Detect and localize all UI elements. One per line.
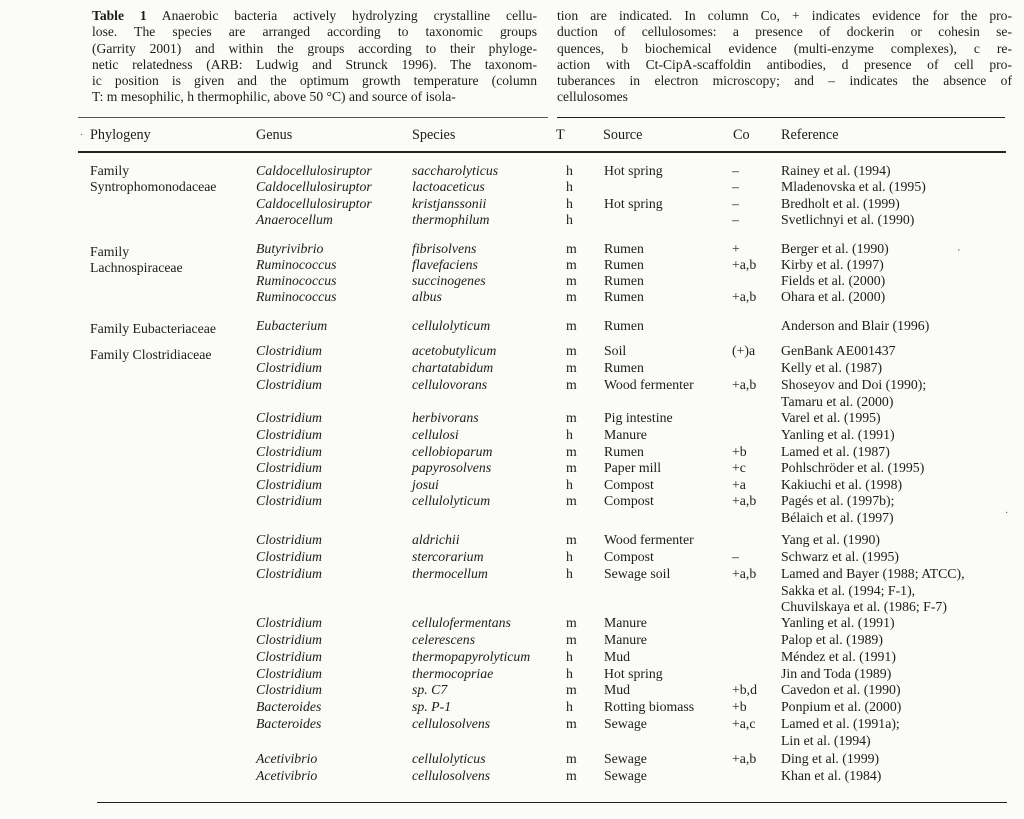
cell-source: Manure <box>604 427 647 442</box>
cell-t: m <box>566 768 577 783</box>
cell-species: thermocopriae <box>412 666 494 681</box>
header-reference: Reference <box>781 127 839 143</box>
cell-reference: Anderson and Blair (1996) <box>781 318 930 333</box>
cell-source: Pig intestine <box>604 410 673 425</box>
cell-co: +a,b <box>732 257 757 272</box>
caption-line: action with Ct-CipA-scaffoldin antibodies, d presence of cell pro- <box>557 56 1012 72</box>
cell-t: h <box>566 196 573 211</box>
table-label: Table 1 <box>92 8 147 23</box>
cell-reference: Lamed et al. (1991a); <box>781 716 900 731</box>
header-source: Source <box>603 127 643 143</box>
cell-species: cellulosolvens <box>412 716 491 731</box>
cell-species: sp. P-1 <box>412 699 452 714</box>
cell-reference: Ponpium et al. (2000) <box>781 699 902 714</box>
cell-genus: Clostridium <box>256 444 322 459</box>
header-co: Co <box>733 127 750 143</box>
cell-t: h <box>566 163 573 178</box>
cell-genus: Butyrivibrio <box>256 241 324 256</box>
cell-source: Hot spring <box>604 666 663 681</box>
cell-reference: Pohlschröder et al. (1995) <box>781 460 925 475</box>
phylogeny-label: Family <box>90 163 130 178</box>
cell-t: h <box>566 179 573 194</box>
header-species: Species <box>412 127 456 143</box>
cell-reference: Mladenovska et al. (1995) <box>781 179 926 194</box>
caption-text: Anaerobic bacteria actively hydrolyzing crystalline cellu- <box>161 8 537 23</box>
cell-reference: Tamaru et al. (2000) <box>781 394 894 409</box>
cell-source: Soil <box>604 343 627 358</box>
table-caption-left <box>92 8 537 106</box>
cell-species: josui <box>412 477 439 492</box>
cell-t: m <box>566 273 577 288</box>
cell-source: Sewage soil <box>604 566 671 581</box>
cell-reference: Shoseyov and Doi (1990); <box>781 377 927 392</box>
caption-line: tion are indicated. In column Co, + indicates evidence for the pro- <box>557 8 1012 23</box>
cell-reference: Rainey et al. (1994) <box>781 163 891 178</box>
cell-genus: Ruminococcus <box>256 273 337 288</box>
cell-co: +a <box>732 477 746 492</box>
cell-genus: Clostridium <box>256 632 322 647</box>
cell-genus: Caldocellulosiruptor <box>256 196 372 211</box>
cell-co: – <box>732 163 739 178</box>
cell-genus: Clostridium <box>256 666 322 681</box>
cell-reference: Yang et al. (1990) <box>781 532 880 547</box>
cell-reference: Yanling et al. (1991) <box>781 427 895 442</box>
cell-reference: Fields et al. (2000) <box>781 273 886 288</box>
cell-species: cellulosolvens <box>412 768 491 783</box>
cell-t: h <box>566 427 573 442</box>
cell-source: Mud <box>604 682 631 697</box>
caption-line: T: m mesophilic, h thermophilic, above 50 °C) and source of isola- <box>92 89 456 105</box>
cell-co: – <box>732 196 739 211</box>
cell-co: – <box>732 212 739 227</box>
cell-species: cellulofermentans <box>412 615 511 630</box>
cell-species: cellulosi <box>412 427 459 442</box>
cell-t: m <box>566 716 577 731</box>
cell-source: Wood fermenter <box>604 377 694 392</box>
cell-genus: Clostridium <box>256 549 322 564</box>
cell-co: +b <box>732 699 747 714</box>
cell-species: papyrosolvens <box>412 460 492 475</box>
table-bottom-rule <box>97 802 1007 803</box>
cell-co: (+)a <box>732 343 756 358</box>
caption-line <box>92 8 537 24</box>
cell-species: thermophilum <box>412 212 490 227</box>
caption-line: duction of cellulosomes: a presence of dockerin or cohesin se- <box>557 24 1012 40</box>
cell-co: +c <box>732 460 746 475</box>
cell-genus: Clostridium <box>256 377 322 392</box>
cell-co: – <box>732 549 739 564</box>
cell-reference: Chuvilskaya et al. (1986; F-7) <box>781 599 947 614</box>
cell-source: Rumen <box>604 273 644 288</box>
cell-genus: Clostridium <box>256 477 322 492</box>
cell-source: Sewage <box>604 768 647 783</box>
cell-co: +a,b <box>732 377 757 392</box>
cell-t: h <box>566 649 573 664</box>
cell-t: m <box>566 444 577 459</box>
cell-species: lactoaceticus <box>412 179 485 194</box>
cell-reference: Kirby et al. (1997) <box>781 257 884 272</box>
phylogeny-label: Lachnospiraceae <box>90 260 183 275</box>
cell-reference: GenBank AE001437 <box>781 343 896 358</box>
cell-reference: Sakka et al. (1994; F-1), <box>781 583 916 598</box>
cell-genus: Clostridium <box>256 427 322 442</box>
cell-reference: Jin and Toda (1989) <box>781 666 892 681</box>
header-genus: Genus <box>256 127 293 143</box>
cell-reference: Lamed et al. (1987) <box>781 444 890 459</box>
cell-species: flavefaciens <box>412 257 478 272</box>
cell-reference: Kakiuchi et al. (1998) <box>781 477 903 492</box>
cell-t: m <box>566 632 577 647</box>
cell-source: Rumen <box>604 360 644 375</box>
cell-species: cellulolyticum <box>412 318 491 333</box>
cell-t: m <box>566 343 577 358</box>
cell-t: m <box>566 751 577 766</box>
cell-reference: Ohara et al. (2000) <box>781 289 886 304</box>
cell-genus: Clostridium <box>256 493 322 508</box>
cell-species: albus <box>412 289 442 304</box>
cell-co: +a,b <box>732 493 757 508</box>
cell-t: m <box>566 493 577 508</box>
table-caption-right <box>557 8 1012 106</box>
cell-reference: Varel et al. (1995) <box>781 410 881 425</box>
cell-species: aldrichii <box>412 532 460 547</box>
scan-speck: · <box>1005 508 1009 519</box>
cell-t: h <box>566 477 573 492</box>
cell-source: Manure <box>604 632 647 647</box>
cell-source: Hot spring <box>604 163 663 178</box>
cell-reference: Kelly et al. (1987) <box>781 360 883 375</box>
cell-genus: Caldocellulosiruptor <box>256 163 372 178</box>
cell-source: Rumen <box>604 257 644 272</box>
cell-t: h <box>566 549 573 564</box>
cell-t: h <box>566 666 573 681</box>
cell-source: Rumen <box>604 318 644 333</box>
cell-source: Compost <box>604 549 654 564</box>
caption-line: lose. The species are arranged according to taxonomic groups <box>92 24 537 40</box>
scan-speck: ' <box>958 248 960 259</box>
phylogeny-label: Family Clostridiaceae <box>90 347 212 362</box>
cell-t: m <box>566 241 577 256</box>
cell-source: Hot spring <box>604 196 663 211</box>
cell-co: +a,b <box>732 566 757 581</box>
cell-genus: Clostridium <box>256 460 322 475</box>
cell-species: acetobutylicum <box>412 343 497 358</box>
cell-t: m <box>566 682 577 697</box>
cell-reference: Bredholt et al. (1999) <box>781 196 900 211</box>
cell-t: m <box>566 532 577 547</box>
cell-genus: Clostridium <box>256 532 322 547</box>
cell-species: chartatabidum <box>412 360 494 375</box>
cell-t: m <box>566 360 577 375</box>
cell-co: +b <box>732 444 747 459</box>
header-rule <box>78 151 1006 153</box>
cell-species: herbivorans <box>412 410 479 425</box>
cell-genus: Clostridium <box>256 343 322 358</box>
cell-genus: Ruminococcus <box>256 289 337 304</box>
cell-species: thermopapyrolyticum <box>412 649 531 664</box>
cell-source: Manure <box>604 615 647 630</box>
cell-genus: Bacteroides <box>256 716 322 731</box>
cell-reference: Yanling et al. (1991) <box>781 615 895 630</box>
cell-t: m <box>566 257 577 272</box>
cell-species: celerescens <box>412 632 476 647</box>
caption-line: cellulosomes <box>557 89 628 105</box>
cell-reference: Cavedon et al. (1990) <box>781 682 901 697</box>
header-t: T <box>556 127 565 143</box>
cell-genus: Eubacterium <box>256 318 328 333</box>
cell-source: Rumen <box>604 241 644 256</box>
cell-reference: Schwarz et al. (1995) <box>781 549 899 564</box>
cell-reference: Palop et al. (1989) <box>781 632 883 647</box>
cell-genus: Bacteroides <box>256 699 322 714</box>
header-phylogeny: Phylogeny <box>90 127 151 143</box>
scan-speck: · <box>80 130 84 141</box>
cell-species: stercorarium <box>412 549 484 564</box>
cell-reference: Méndez et al. (1991) <box>781 649 896 664</box>
cell-t: h <box>566 566 573 581</box>
cell-species: sp. C7 <box>412 682 448 697</box>
cell-t: m <box>566 377 577 392</box>
cell-source: Sewage <box>604 751 647 766</box>
cell-genus: Clostridium <box>256 649 322 664</box>
cell-source: Compost <box>604 477 654 492</box>
phylogeny-label: Family Eubacteriaceae <box>90 321 217 336</box>
cell-genus: Caldocellulosiruptor <box>256 179 372 194</box>
cell-reference: Ding et al. (1999) <box>781 751 880 766</box>
cell-species: fibrisolvens <box>412 241 477 256</box>
caption-rule-left <box>78 117 548 118</box>
cell-genus: Acetivibrio <box>256 768 318 783</box>
cell-genus: Acetivibrio <box>256 751 318 766</box>
cell-t: m <box>566 318 577 333</box>
cell-genus: Clostridium <box>256 615 322 630</box>
caption-line: quences, b biochemical evidence (multi-enzyme complexes), c re- <box>557 40 1012 56</box>
cell-co: +a,c <box>732 716 756 731</box>
cell-source: Mud <box>604 649 631 664</box>
cell-reference: Bélaich et al. (1997) <box>781 510 894 525</box>
cell-t: m <box>566 410 577 425</box>
cell-reference: Khan et al. (1984) <box>781 768 882 783</box>
cell-species: cellobioparum <box>412 444 493 459</box>
cell-species: cellulolyticum <box>412 493 491 508</box>
cell-t: m <box>566 615 577 630</box>
cell-co: – <box>732 179 739 194</box>
cell-species: kristjanssonii <box>412 196 487 211</box>
cell-t: h <box>566 212 573 227</box>
caption-line: (Garrity 2001) and within the groups according to their phyloge- <box>92 40 537 56</box>
cell-source: Wood fermenter <box>604 532 694 547</box>
caption-line: tuberances in electron microscopy; and – indicates the absence of <box>557 73 1012 89</box>
cell-genus: Ruminococcus <box>256 257 337 272</box>
cell-genus: Anaerocellum <box>256 212 333 227</box>
cell-species: cellulovorans <box>412 377 488 392</box>
cell-co: +a,b <box>732 751 757 766</box>
cell-reference: Svetlichnyi et al. (1990) <box>781 212 915 227</box>
caption-rule <box>557 117 1005 118</box>
cell-reference: Lamed and Bayer (1988; ATCC), <box>781 566 965 581</box>
phylogeny-label: Syntrophomonodaceae <box>90 179 217 194</box>
cell-source: Paper mill <box>604 460 662 475</box>
cell-reference: Pagés et al. (1997b); <box>781 493 895 508</box>
cell-species: succinogenes <box>412 273 486 288</box>
cell-reference: Lin et al. (1994) <box>781 733 871 748</box>
cell-co: + <box>732 241 740 256</box>
cell-genus: Clostridium <box>256 410 322 425</box>
cell-species: thermocellum <box>412 566 488 581</box>
cell-t: m <box>566 289 577 304</box>
cell-source: Compost <box>604 493 654 508</box>
cell-species: saccharolyticus <box>412 163 499 178</box>
cell-species: cellulolyticus <box>412 751 486 766</box>
cell-co: +a,b <box>732 289 757 304</box>
cell-t: m <box>566 460 577 475</box>
cell-source: Rumen <box>604 444 644 459</box>
cell-source: Sewage <box>604 716 647 731</box>
cell-source: Rumen <box>604 289 644 304</box>
cell-source: Rotting biomass <box>604 699 695 714</box>
cell-genus: Clostridium <box>256 360 322 375</box>
cell-genus: Clostridium <box>256 682 322 697</box>
caption-line: netic relatedness (ARB: Ludwig and Strunck 1996). The taxonom- <box>92 56 537 72</box>
cell-t: h <box>566 699 573 714</box>
cell-reference: Berger et al. (1990) <box>781 241 889 256</box>
cell-co: +b,d <box>732 682 758 697</box>
phylogeny-label: Family <box>90 244 130 259</box>
cell-genus: Clostridium <box>256 566 322 581</box>
caption-line: ic position is given and the optimum growth temperature (column <box>92 73 537 89</box>
